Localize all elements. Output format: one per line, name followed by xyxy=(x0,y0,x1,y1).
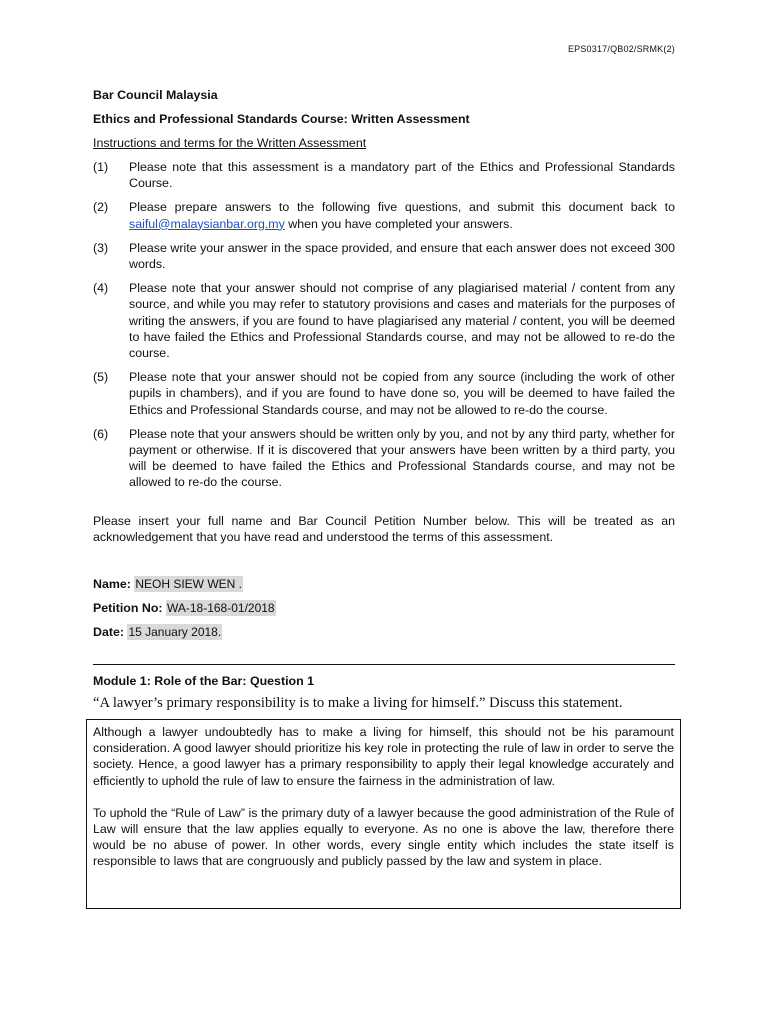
module-title: Module 1: Role of the Bar: Question 1 xyxy=(93,674,314,688)
date-field xyxy=(93,625,222,639)
instruction-item xyxy=(93,199,675,231)
instruction-number: (1) xyxy=(93,160,109,174)
question-text: “A lawyer’s primary responsibility is to make a living for himself.” Discuss this statement. xyxy=(93,695,623,711)
instruction-text: Please note that your answer should not comprise of any plagiarised material / content from any source, and while you may refer to statutory provisions and cases and materials for the purposes of writing the answers, if you are found to have plagiarised any material / content, you will be deemed to have failed the Ethics and Professional Standards course, and may not be allowed to re-do the course. xyxy=(129,281,675,361)
section-divider xyxy=(93,664,675,665)
name-field xyxy=(93,577,243,591)
answer-box[interactable] xyxy=(86,719,681,909)
instruction-item xyxy=(93,159,675,191)
instruction-text: Please note that your answer should not be copied from any source (including the work of other pupils in chambers), and if you are found to have done so, you will be deemed to have failed the Ethics and Professional Standards course, and may not be allowed to re-do the course. xyxy=(129,370,675,417)
petition-label: Petition No: xyxy=(93,601,163,615)
answer-paragraph: To uphold the “Rule of Law” is the primary duty of a lawyer because the good administration of the Rule of Law will ensure that the law applies equally to everyone. As no one is above the law, therefore there would be no abuse of power. In other words, every single entity which includes the state itself is responsible to laws that are congruously and publicly passed by the law and system in place. xyxy=(93,805,674,869)
instruction-number: (6) xyxy=(93,426,109,441)
acknowledgement-text: Please insert your full name and Bar Council Petition Number below. This will be treated as an acknowledgement that you have read and understood the terms of this assessment. xyxy=(93,514,675,545)
petition-value[interactable]: WA-18-168-01/2018 xyxy=(166,601,275,615)
name-value[interactable]: NEOH SIEW WEN . xyxy=(135,577,242,591)
petition-field xyxy=(93,601,276,615)
instruction-item xyxy=(93,369,675,418)
organization-heading: Bar Council Malaysia xyxy=(93,88,218,102)
date-label: Date: xyxy=(93,625,124,639)
course-title: Ethics and Professional Standards Course: Written Assessment xyxy=(93,112,470,126)
instruction-text xyxy=(129,199,675,231)
name-label: Name: xyxy=(93,577,131,591)
instruction-item xyxy=(93,426,675,491)
instruction-text: Please note that your answers should be written only by you, and not by any third party, whether for payment or otherwise. If it is discovered that your answers have been written by a third party, you will be deemed to have failed the Ethics and Professional Standards course, and may not be allowed to re-do the course. xyxy=(129,426,675,490)
email-link[interactable]: saiful@malaysianbar.org.my xyxy=(129,216,285,231)
answer-paragraph: Although a lawyer undoubtedly has to make a living for himself, this should not be his paramount consideration. A good lawyer should prioritize his key role in protecting the rule of law in order to serve the society. Hence, a good lawyer has a primary responsibility to apply their legal knowledge accurately and efficiently to uphold the rule of law to ensure the fairness in the administration of law. xyxy=(93,725,674,788)
instruction-number: (3) xyxy=(93,240,109,255)
instruction-item xyxy=(93,280,675,361)
document-reference: EPS0317/QB02/SRMK(2) xyxy=(567,44,675,54)
instructions-list xyxy=(93,159,675,499)
instruction-number: (5) xyxy=(93,370,109,385)
instruction-text: Please write your answer in the space provided, and ensure that each answer does not exceed 300 words. xyxy=(129,240,675,272)
instruction-text-before: Please prepare answers to the following five questions, and submit this document back to xyxy=(129,200,675,215)
date-value[interactable]: 15 January 2018. xyxy=(128,625,222,639)
instruction-text-after: when you have completed your answers. xyxy=(284,216,513,231)
instruction-number: (2) xyxy=(93,200,109,215)
instruction-item xyxy=(93,240,675,272)
instructions-heading: Instructions and terms for the Written Assessment xyxy=(93,136,367,150)
instruction-text: Please note that this assessment is a mandatory part of the Ethics and Professional Standards Course. xyxy=(129,160,675,191)
instruction-number: (4) xyxy=(93,281,109,296)
